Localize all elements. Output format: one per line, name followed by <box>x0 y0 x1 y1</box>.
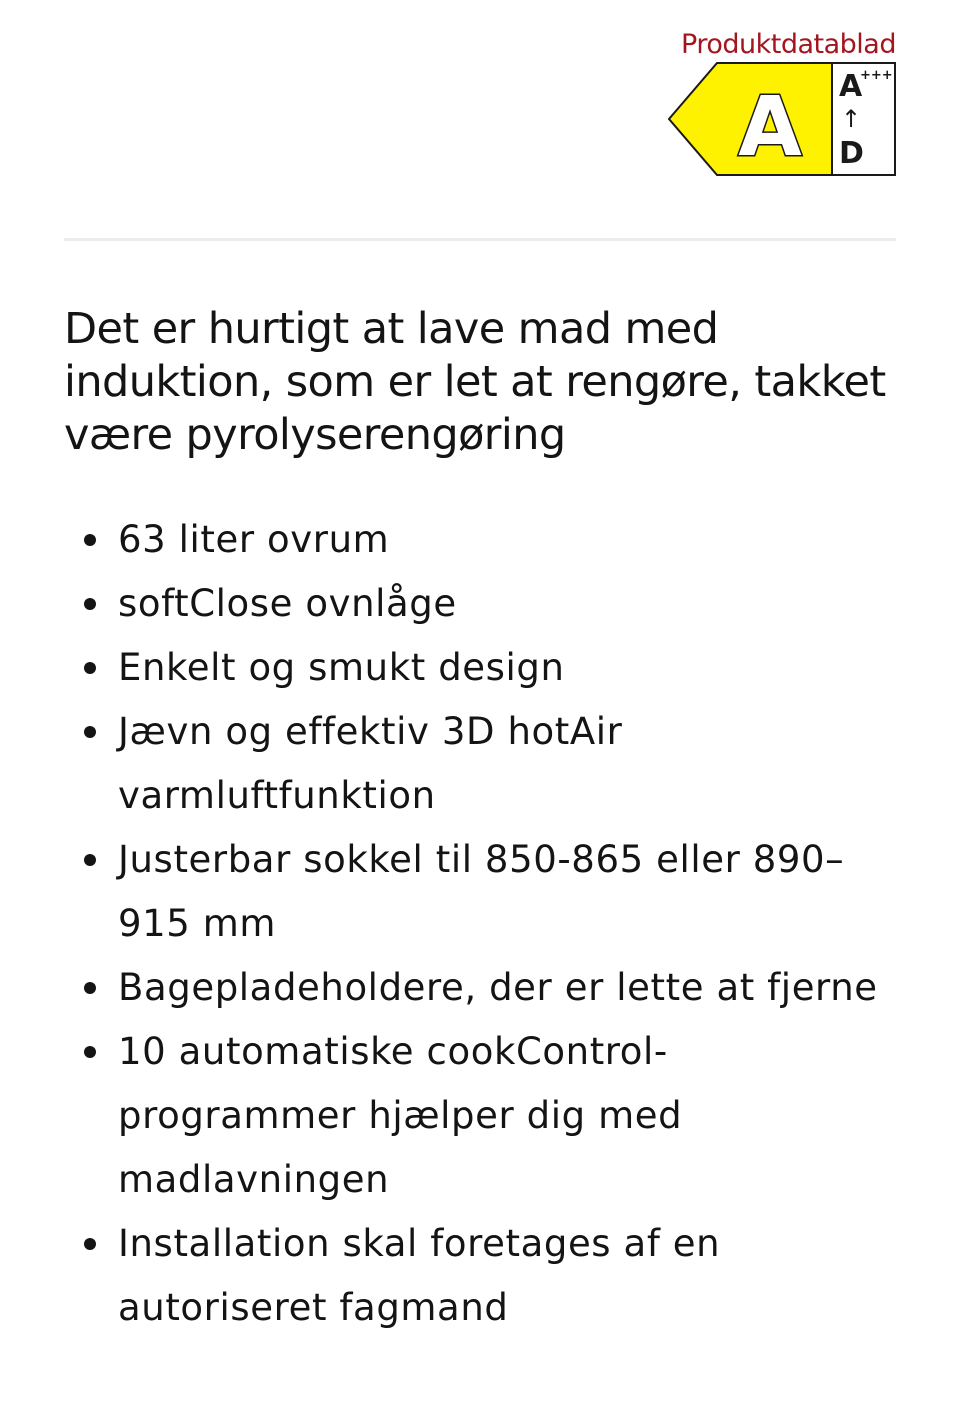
energy-class-badge[interactable] <box>668 62 896 176</box>
feature-item <box>64 508 896 572</box>
energy-scale-top-plus: +++ <box>860 68 893 83</box>
bullet-icon <box>84 854 96 866</box>
feature-item <box>64 1212 896 1340</box>
feature-text: 10 automatiske cookControl-programmer hjælper dig med madlavningen <box>118 1030 683 1201</box>
product-datasheet-link[interactable]: Produktdatablad <box>681 29 896 60</box>
energy-scale-arrow: ↑ <box>840 105 862 133</box>
feature-item <box>64 636 896 700</box>
energy-class-letter: A <box>738 80 802 175</box>
feature-item <box>64 572 896 636</box>
feature-item <box>64 700 896 828</box>
bullet-icon <box>84 534 96 546</box>
energy-scale-bottom: D <box>839 136 864 171</box>
feature-text: 63 liter ovrum <box>118 518 390 561</box>
feature-text: Justerbar sokkel til 850-865 eller 890–915 mm <box>118 838 845 945</box>
feature-list <box>64 508 896 1340</box>
energy-scale-top: A <box>839 69 863 104</box>
bullet-icon <box>84 726 96 738</box>
bullet-icon <box>84 1046 96 1058</box>
feature-text: softClose ovnlåge <box>118 582 457 625</box>
bullet-icon <box>84 1238 96 1250</box>
section-divider <box>64 238 896 241</box>
feature-text: Jævn og effektiv 3D hotAir varmluftfunktion <box>118 710 623 817</box>
bullet-icon <box>84 982 96 994</box>
bullet-icon <box>84 598 96 610</box>
feature-text: Installation skal foretages af en autoriseret fagmand <box>118 1222 721 1329</box>
feature-item <box>64 956 896 1020</box>
energy-label-section <box>636 28 896 178</box>
product-headline: Det er hurtigt at lave mad med induktion, som er let at rengøre, takket være pyrolyserengøring <box>64 304 886 460</box>
feature-item <box>64 828 896 956</box>
feature-text: Bagepladeholdere, der er lette at fjerne <box>118 966 878 1009</box>
feature-item <box>64 1020 896 1212</box>
feature-text: Enkelt og smukt design <box>118 646 565 689</box>
bullet-icon <box>84 662 96 674</box>
